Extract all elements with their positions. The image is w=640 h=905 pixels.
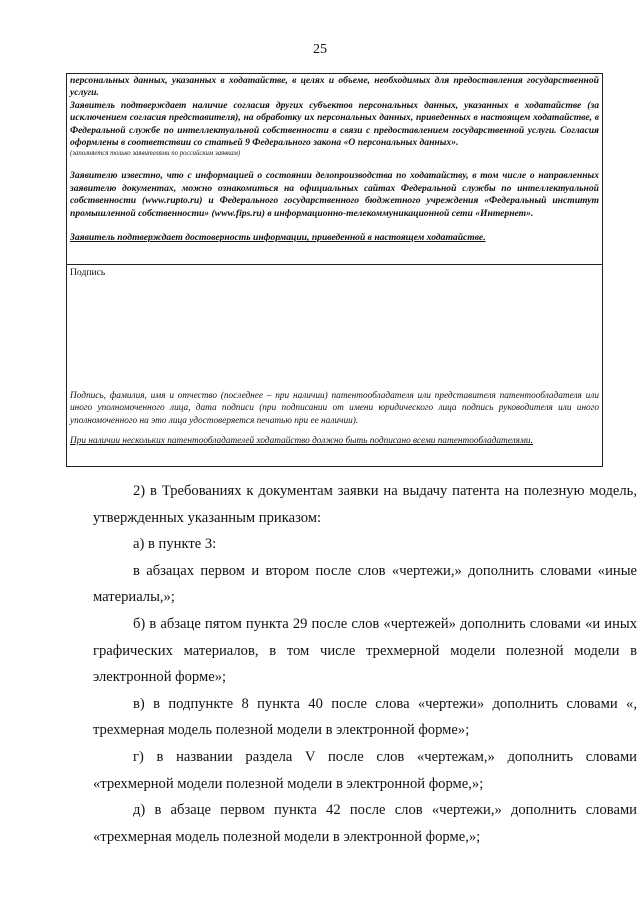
consent-paragraph-1: персональных данных, указанных в ходатайстве, в целях и объеме, необходимых для предоставления государственной услуги.: [70, 75, 599, 99]
info-paragraph: Заявителю известно, что с информацией о состоянии делопроизводства по ходатайству, в том числе о направленных заявителю документах, можно ознакомиться на официальных сайтах Федеральной службы по интеллектуальной собственности (www.rupto.ru) и Федерального государственного бюджетного учреждения «Федеральный институт промышленной собственности» (www.fips.ru) в информационно-телекоммуникационной сети «Интернет».: [70, 170, 599, 219]
body-paragraph-6: г) в названии раздела V после слов «чертежам,» дополнить словами «трехмерной модели полезной модели в электронной форме,»;: [93, 748, 637, 792]
signature-label: Подпись: [70, 267, 106, 278]
consent-note: (заполняется только заявителями по российским заявкам): [70, 150, 241, 158]
confirmation-paragraph: Заявитель подтверждает достоверность информации, приведенной в настоящем ходатайстве.: [70, 232, 486, 244]
consent-paragraph-2: Заявитель подтверждает наличие согласия других субъектов персональных данных, указанных в ходатайстве (за исключением согласия представителя), на обработку их персональных данных, приведенных в настоящем ходатайстве, в Федеральной службе по интеллектуальной собственности в связи с предоставлением государственной услуги. Согласия оформлены в соответствии со статьей 9 Федерального закона «О персональных данных».: [70, 99, 599, 149]
body-paragraph-7: д) в абзаце первом пункта 42 после слов «чертежи,» дополнить словами «трехмерная модель полезной модели в электронной форме,»;: [93, 802, 637, 845]
body-paragraph-3: в абзацах первом и втором после слов «чертежи,» дополнить словами «иные материалы,»;: [93, 562, 637, 606]
section-divider: [67, 264, 602, 265]
amendments-text: [93, 478, 637, 850]
body-paragraph-5: в) в подпункте 8 пункта 40 после слова «чертежи» дополнить словами «, трехмерная модель полезной модели в электронной форме»;: [93, 695, 637, 739]
signature-instructions: Подпись, фамилия, имя и отчество (последнее – при наличии) патентообладателя или представителя патентообладателя или иного уполномоченного лица, дата подписи (при подписании от имени юридического лица подпись руководителя или иного уполномоченного на это лица удостоверяется печатью при ее наличии).: [70, 391, 599, 426]
page-number: 25: [313, 42, 327, 57]
petition-form-box: [66, 73, 603, 467]
body-paragraph-2: а) в пункте 3:: [133, 536, 217, 553]
body-paragraph-4: б) в абзаце пятом пункта 29 после слов «чертежей» дополнить словами «и иных графических материалов, в том числе трехмерной модели полезной модели в электронной форме»;: [93, 615, 637, 686]
multiple-owners-note: При наличии нескольких патентообладателей ходатайство должно быть подписано всеми патентообладателями.: [70, 436, 533, 447]
signature-description: [70, 390, 599, 448]
body-paragraph-1: 2) в Требованиях к документам заявки на выдачу патента на полезную модель, утвержденных указанным приказом:: [93, 483, 637, 526]
